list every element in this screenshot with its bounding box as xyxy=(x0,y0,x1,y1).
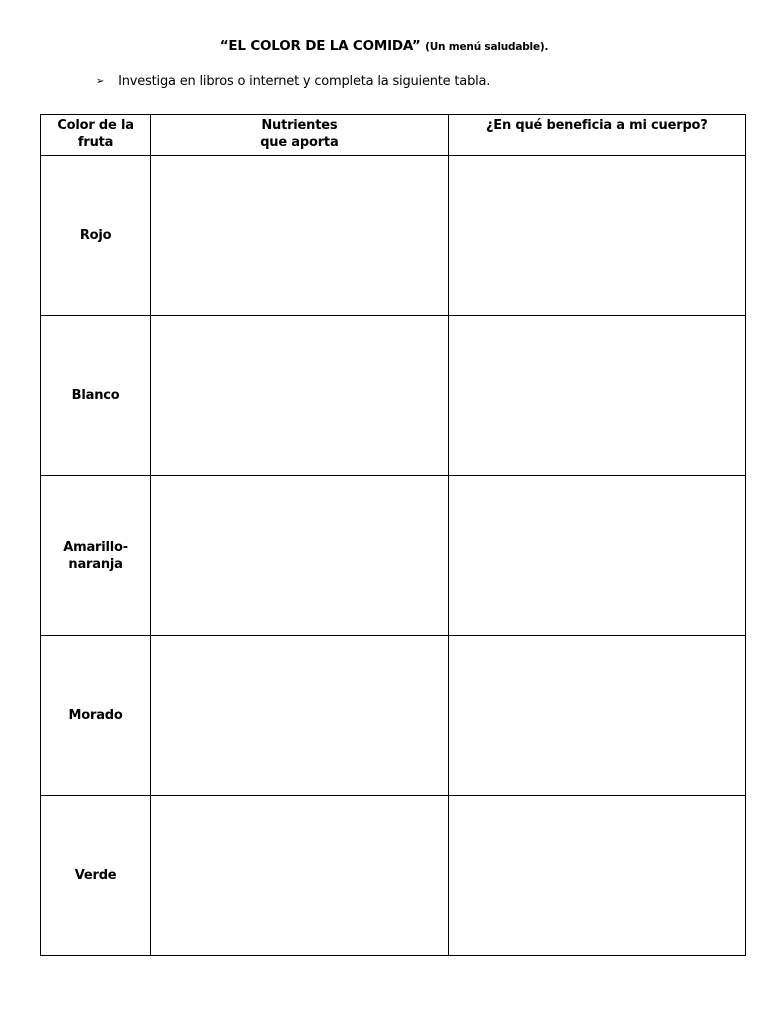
header-nutrients-line2: que aporta xyxy=(260,135,339,150)
row-color-line1: Blanco xyxy=(71,388,120,403)
row-color-cell xyxy=(41,476,151,636)
page-title xyxy=(0,38,768,54)
row-color-line1: Amarillo- xyxy=(63,539,128,555)
title-main: “EL COLOR DE LA COMIDA” xyxy=(219,38,421,54)
nutrients-cell[interactable] xyxy=(151,636,448,796)
row-color-cell xyxy=(41,316,151,476)
header-benefit xyxy=(448,115,745,156)
table-row xyxy=(41,796,746,956)
nutrients-cell[interactable] xyxy=(151,156,448,316)
table-row xyxy=(41,476,746,636)
benefit-cell[interactable] xyxy=(448,476,745,636)
row-color-line1: Rojo xyxy=(79,228,112,243)
table-row xyxy=(41,156,746,316)
fruit-color-table xyxy=(40,114,746,956)
benefit-cell[interactable] xyxy=(448,796,745,956)
nutrients-cell[interactable] xyxy=(151,316,448,476)
row-color-line1: Morado xyxy=(68,708,123,723)
row-color-line2: naranja xyxy=(68,556,123,572)
benefit-cell[interactable] xyxy=(448,636,745,796)
nutrients-cell[interactable] xyxy=(151,476,448,636)
header-benefit-text: ¿En qué beneficia a mi cuerpo? xyxy=(485,118,708,133)
table-header-row xyxy=(41,115,746,156)
arrow-bullet-icon: ➢ xyxy=(96,76,105,87)
row-color-line1: Verde xyxy=(74,868,117,883)
header-color xyxy=(41,115,151,156)
benefit-cell[interactable] xyxy=(448,316,745,476)
header-color-line2: fruta xyxy=(77,135,114,150)
header-color-line1: Color de la xyxy=(57,118,134,133)
header-nutrients-line1: Nutrientes xyxy=(261,118,338,133)
nutrients-cell[interactable] xyxy=(151,796,448,956)
row-color-cell xyxy=(41,796,151,956)
benefit-cell[interactable] xyxy=(448,156,745,316)
header-nutrients xyxy=(151,115,448,156)
row-color-cell xyxy=(41,156,151,316)
table-row xyxy=(41,636,746,796)
instruction-text: Investiga en libros o internet y completa la siguiente tabla. xyxy=(118,74,491,89)
table-row xyxy=(41,316,746,476)
title-subtitle: (Un menú saludable). xyxy=(425,41,549,53)
row-color-cell xyxy=(41,636,151,796)
instruction xyxy=(96,74,490,89)
